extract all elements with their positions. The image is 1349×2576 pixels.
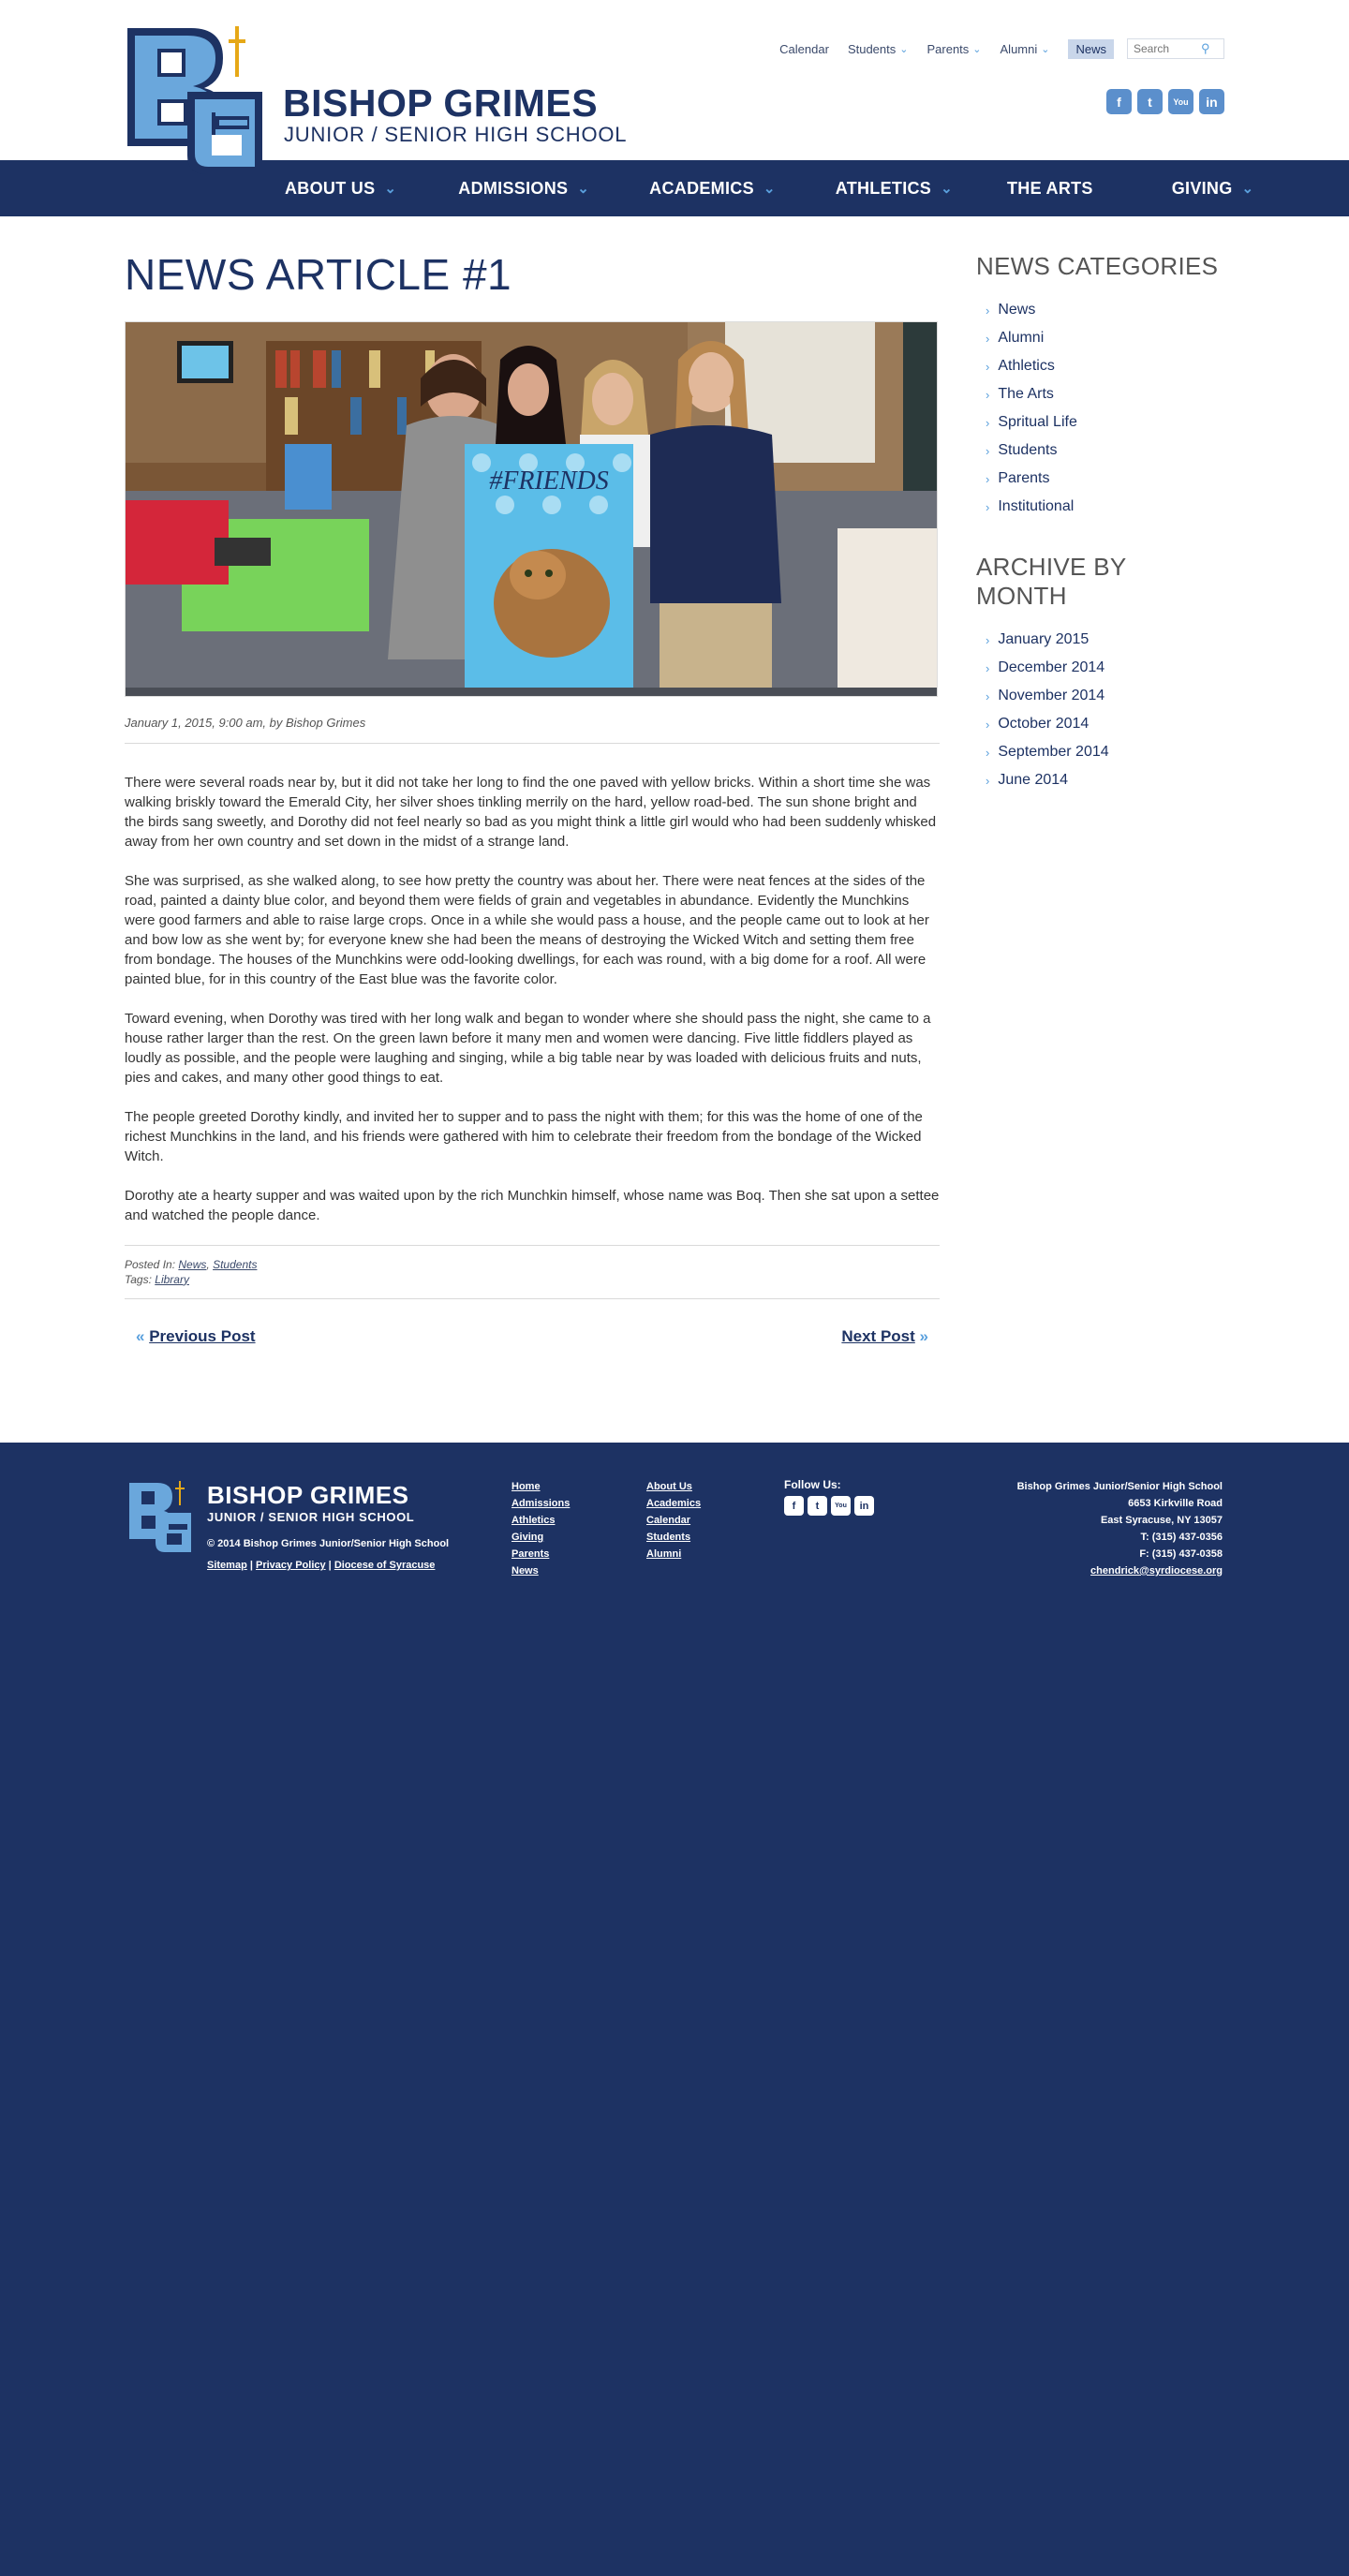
email-link[interactable]: chendrick@syrdiocese.org (1090, 1565, 1223, 1577)
archive-item-label: September 2014 (998, 744, 1109, 760)
nav-the-arts[interactable] (1007, 179, 1093, 199)
chevron-right-icon: › (986, 303, 990, 318)
library-photo-illustration (126, 322, 938, 697)
utility-students-link[interactable] (848, 42, 909, 56)
sidebar-item-the-arts[interactable] (986, 386, 1220, 403)
chevron-down-icon: ⌄ (1041, 43, 1050, 55)
archive-item-label: January 2015 (998, 631, 1090, 647)
search-box (1127, 38, 1224, 59)
categories-heading: NEWS CATEGORIES (976, 252, 1219, 280)
tag-link-library[interactable]: Library (155, 1272, 189, 1286)
utility-students-label: Students (847, 41, 897, 56)
twitter-icon[interactable]: t (808, 1496, 827, 1516)
archive-item[interactable] (986, 631, 1220, 648)
sidebar-item-athletics[interactable] (986, 358, 1220, 375)
nav-athletics[interactable] (836, 179, 953, 199)
footer-copyright: © 2014 Bishop Grimes Junior/Senior High School (207, 1538, 450, 1549)
utility-nav (761, 38, 1224, 59)
sidebar-item-label: Alumni (998, 330, 1045, 346)
footer-address (1017, 1478, 1223, 1579)
footer-links-col1 (511, 1478, 570, 1579)
footer-links-col2 (646, 1478, 701, 1562)
chevron-right-icon: › (986, 688, 990, 703)
privacy-policy-link[interactable]: Privacy Policy (256, 1560, 326, 1571)
post-navigation (125, 1327, 940, 1346)
tags-label: Tags: (125, 1272, 152, 1286)
photo-sign-text: #FRIENDS (489, 466, 609, 496)
nav-admissions[interactable] (458, 179, 589, 199)
category-list (976, 302, 1220, 515)
sidebar-item-alumni[interactable] (986, 330, 1220, 347)
footer-link-alumni[interactable]: Alumni (646, 1548, 682, 1560)
chevron-right-icon: › (986, 632, 990, 647)
chevron-right-icon: › (986, 331, 990, 346)
sidebar-item-institutional[interactable] (986, 498, 1220, 515)
category-link-news[interactable]: News (178, 1257, 207, 1271)
sidebar (976, 252, 1220, 800)
facebook-icon[interactable]: f (784, 1496, 804, 1516)
article-title: NEWS ARTICLE #1 (125, 250, 512, 299)
nav-athletics-label: ATHLETICS (835, 178, 932, 198)
footer-link-academics[interactable]: Academics (646, 1498, 702, 1509)
next-post-button[interactable] (841, 1327, 928, 1346)
sidebar-item-spiritual-life[interactable] (986, 414, 1220, 431)
posted-in: Posted In: News, Students (125, 1257, 258, 1271)
previous-post-button[interactable] (136, 1327, 256, 1346)
chevron-down-icon: ⌄ (899, 43, 909, 55)
chevron-down-icon: ⌄ (763, 181, 776, 197)
address-name: Bishop Grimes Junior/Senior High School (1016, 1481, 1223, 1492)
tags (125, 1272, 940, 1287)
footer-link-about-us[interactable]: About Us (646, 1481, 692, 1492)
archive-heading: ARCHIVE BY MONTH (976, 553, 1127, 610)
utility-alumni-label: Alumni (1000, 41, 1038, 56)
follow-us-label: Follow Us: (784, 1478, 841, 1491)
article-body (125, 773, 940, 1225)
utility-alumni-link[interactable] (1001, 42, 1050, 56)
sitemap-link[interactable]: Sitemap (207, 1560, 247, 1571)
nav-academics-label: ACADEMICS (649, 178, 754, 198)
footer-link-admissions[interactable]: Admissions (511, 1498, 571, 1509)
sidebar-item-label: Students (998, 442, 1058, 458)
address-city: East Syracuse, NY 13057 (1100, 1515, 1223, 1526)
next-post-label: Next Post (841, 1326, 915, 1345)
chevron-right-icon: › (986, 359, 990, 374)
facebook-icon[interactable]: f (1106, 89, 1132, 114)
article-paragraph: The people greeted Dorothy kindly, and invited her to supper and to pass the night with them; for this was the home of one of the richest Munchkins in the land, and his friends were gathered with him to celebrate their freedom from the bondage of the Wicked Witch. (125, 1108, 923, 1164)
header-social-icons (1106, 89, 1224, 114)
double-chevron-right-icon: » (919, 1326, 928, 1345)
nav-the-arts-label: THE ARTS (1006, 178, 1093, 198)
footer-link-athletics[interactable]: Athletics (511, 1515, 556, 1526)
footer-link-calendar[interactable]: Calendar (646, 1515, 691, 1526)
sidebar-item-label: Athletics (998, 358, 1055, 374)
nav-about-us-label: ABOUT US (285, 178, 376, 198)
archive-item[interactable] (986, 744, 1220, 761)
footer-legal-links: Sitemap | Privacy Policy | Diocese of Syracuse (207, 1560, 436, 1571)
chevron-right-icon: › (986, 499, 990, 514)
archive-list (976, 631, 1220, 789)
double-chevron-left-icon: « (136, 1326, 145, 1345)
chevron-down-icon: ⌄ (1241, 181, 1254, 197)
archive-item-label: December 2014 (998, 659, 1105, 675)
chevron-right-icon: › (986, 773, 990, 788)
post-taxonomy (125, 1245, 940, 1299)
school-name[interactable]: BISHOP GRIMES (283, 81, 599, 125)
address-street: 6653 Kirkville Road (1128, 1498, 1223, 1509)
nav-giving-label: GIVING (1171, 178, 1233, 198)
chevron-right-icon: › (986, 415, 990, 430)
utility-parents-link[interactable] (927, 42, 981, 56)
article-paragraph: Toward evening, when Dorothy was tired with her long walk and began to wonder where she should pass the night, she came to a house rather larger than the rest. On the green lawn before it many men and women were dancing. Five little fiddlers played as loudly as possible, and the people were laughing and singing, while a big table near by was loaded with delicious fruits and nuts, pies and cakes, and many other good things to eat. (125, 1010, 931, 1086)
archive-item-label: November 2014 (998, 688, 1105, 703)
chevron-right-icon: › (986, 471, 990, 486)
sidebar-item-parents[interactable] (986, 470, 1220, 487)
archive-item[interactable] (986, 772, 1220, 789)
footer-school-subtitle: JUNIOR / SENIOR HIGH SCHOOL (207, 1510, 415, 1524)
twitter-icon[interactable]: t (1137, 89, 1163, 114)
utility-parents-label: Parents (927, 41, 970, 56)
previous-post-label: Previous Post (149, 1326, 256, 1345)
article-photo (125, 321, 938, 697)
nav-giving[interactable] (1172, 179, 1254, 199)
sidebar-item-news[interactable] (986, 302, 1220, 318)
footer-link-giving[interactable]: Giving (511, 1532, 544, 1543)
search-icon[interactable]: ⚲ (1201, 41, 1210, 55)
site-header (0, 0, 1349, 198)
utility-calendar-label: Calendar (779, 41, 829, 56)
nav-about-us[interactable] (285, 179, 396, 199)
address-fax: F: (315) 437-0358 (1139, 1548, 1223, 1560)
content-area (0, 216, 1349, 1443)
footer-monogram-logo[interactable] (127, 1481, 193, 1554)
article-paragraph: There were several roads near by, but it did not take her long to find the one paved with yellow bricks. Within a short time she was walking briskly toward the Emerald City, her silver shoes tinkling merrily on the hard, yellow road-bed. The sun shone bright and the birds sang sweetly, and Dorothy did not feel nearly so bad as you might think a little girl would who had been suddenly whisked away from her own country and set down in the midst of a strange land. (125, 774, 937, 850)
search-input[interactable] (1134, 42, 1201, 55)
category-link-students[interactable]: Students (213, 1257, 258, 1271)
school-monogram-logo[interactable] (126, 26, 264, 176)
youtube-icon[interactable]: You (831, 1496, 851, 1516)
utility-calendar-link[interactable] (779, 42, 829, 56)
footer-link-home[interactable]: Home (511, 1481, 541, 1492)
linkedin-icon[interactable]: in (1199, 89, 1224, 114)
chevron-right-icon: › (986, 745, 990, 760)
footer-school-name: BISHOP GRIMES (207, 1481, 409, 1509)
chevron-down-icon: ⌄ (972, 43, 982, 55)
posted-in-label: Posted In: (125, 1257, 176, 1271)
sidebar-item-label: Parents (998, 470, 1050, 486)
utility-news-link[interactable] (1068, 39, 1114, 59)
footer-link-parents[interactable]: Parents (511, 1548, 550, 1560)
chevron-right-icon: › (986, 717, 990, 732)
article-paragraph: Dorothy ate a hearty supper and was waited upon by the rich Munchkin himself, whose name was Boq. Then she sat upon a settee and watched the people dance. (125, 1187, 940, 1223)
footer-social-icons (784, 1496, 874, 1516)
archive-item[interactable] (986, 659, 1220, 676)
chevron-down-icon: ⌄ (384, 181, 397, 197)
archive-item[interactable] (986, 716, 1220, 733)
footer-link-students[interactable]: Students (646, 1532, 691, 1543)
article (125, 216, 940, 1346)
sidebar-item-label: News (998, 302, 1036, 318)
site-footer (0, 1443, 1349, 2556)
article-meta: January 1, 2015, 9:00 am, by Bishop Grimes (125, 716, 940, 744)
nav-academics[interactable] (649, 179, 776, 199)
chevron-down-icon: ⌄ (941, 181, 953, 197)
article-paragraph: She was surprised, as she walked along, to see how pretty the country was about her. There were neat fences at the sides of the road, painted a dainty blue color, and beyond them were fields of grain and vegetables in abundance. Evidently the Munchkins were good farmers and able to raise large crops. Once in a while she would pass a house, and the people came out to look at her and bow low as she went by; for everyone knew she had been the means of destroying the Wicked Witch and setting them free from bondage. The houses of the Munchkins were odd-looking dwellings, for each was round, with a big dome for a roof. All were painted blue, for in this country of the East blue was the favorite color. (125, 872, 929, 987)
school-subtitle: JUNIOR / SENIOR HIGH SCHOOL (284, 123, 628, 146)
address-phone: T: (315) 437-0356 (1140, 1532, 1223, 1543)
chevron-right-icon: › (986, 443, 990, 458)
sidebar-item-label: Spritual Life (998, 414, 1077, 430)
youtube-icon[interactable]: You (1168, 89, 1193, 114)
diocese-link[interactable]: Diocese of Syracuse (334, 1560, 436, 1571)
utility-news-label: News (1075, 41, 1106, 56)
sidebar-item-students[interactable] (986, 442, 1220, 459)
archive-item-label: June 2014 (998, 772, 1069, 788)
archive-item[interactable] (986, 688, 1220, 704)
linkedin-icon[interactable]: in (854, 1496, 874, 1516)
chevron-right-icon: › (986, 387, 990, 402)
footer-link-news[interactable]: News (511, 1565, 539, 1577)
chevron-down-icon: ⌄ (577, 181, 590, 197)
sidebar-item-label: Institutional (998, 498, 1075, 514)
nav-admissions-label: ADMISSIONS (458, 178, 569, 198)
chevron-right-icon: › (986, 660, 990, 675)
archive-item-label: October 2014 (998, 716, 1090, 732)
sidebar-item-label: The Arts (998, 386, 1054, 402)
